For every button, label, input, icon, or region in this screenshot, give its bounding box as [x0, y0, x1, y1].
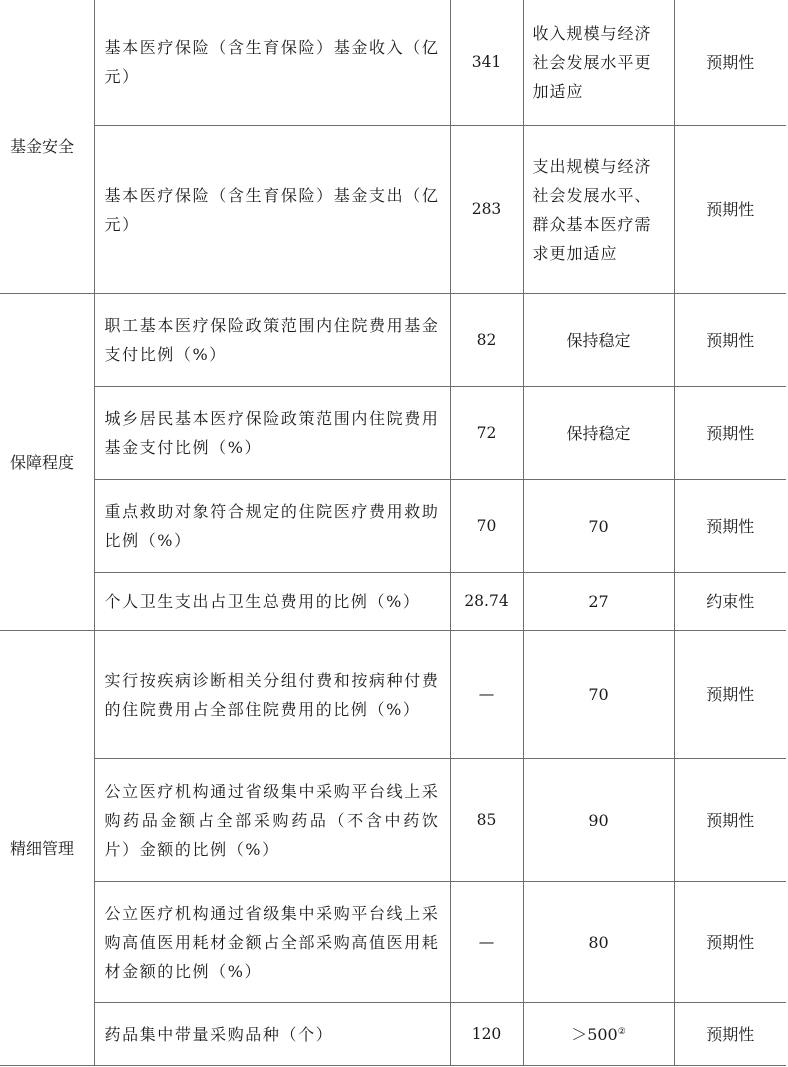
indicator-cell: 基本医疗保险（含生育保险）基金收入（亿元）	[94, 0, 450, 126]
target-cell: 保持稳定	[523, 294, 674, 387]
target-cell: 收入规模与经济社会发展水平更加适应	[523, 0, 674, 126]
indicator-cell: 实行按疾病诊断相关分组付费和按病种付费的住院费用占全部住院费用的比例（%）	[94, 631, 450, 759]
value-2020-cell: 72	[450, 387, 523, 480]
target-cell: 保持稳定	[523, 387, 674, 480]
table-row	[0, 126, 786, 294]
target-cell: 80	[523, 882, 674, 1003]
indicator-cell: 个人卫生支出占卫生总费用的比例（%）	[94, 573, 450, 631]
target-cell: 27	[523, 573, 674, 631]
value-2020-cell: 70	[450, 480, 523, 573]
category-coverage-level: 保障程度	[0, 294, 94, 631]
table-row	[0, 882, 786, 1003]
value-2020-cell: 82	[450, 294, 523, 387]
indicator-cell: 基本医疗保险（含生育保险）基金支出（亿元）	[94, 126, 450, 294]
target-cell: 70	[523, 631, 674, 759]
indicator-cell: 职工基本医疗保险政策范围内住院费用基金支付比例（%）	[94, 294, 450, 387]
target-cell: 90	[523, 759, 674, 882]
value-2020-cell: 85	[450, 759, 523, 882]
target-value: ＞500	[571, 1024, 618, 1044]
value-2020-cell: —	[450, 631, 523, 759]
attribute-cell: 预期性	[674, 294, 786, 387]
attribute-cell: 约束性	[674, 573, 786, 631]
table-row	[0, 573, 786, 631]
table-row	[0, 0, 786, 126]
attribute-cell: 预期性	[674, 126, 786, 294]
category-fine-management: 精细管理	[0, 631, 94, 1066]
table-row	[0, 759, 786, 882]
value-2020-cell: 28.74	[450, 573, 523, 631]
value-2020-cell: 283	[450, 126, 523, 294]
table-row	[0, 1003, 786, 1066]
attribute-cell: 预期性	[674, 0, 786, 126]
target-cell: 支出规模与经济社会发展水平、群众基本医疗需求更加适应	[523, 126, 674, 294]
category-fund-security: 基金安全	[0, 0, 94, 294]
attribute-cell: 预期性	[674, 1003, 786, 1066]
table-row	[0, 480, 786, 573]
value-2020-cell: 120	[450, 1003, 523, 1066]
attribute-cell: 预期性	[674, 759, 786, 882]
target-cell	[523, 1003, 674, 1066]
indicator-cell: 药品集中带量采购品种（个）	[94, 1003, 450, 1066]
attribute-cell: 预期性	[674, 387, 786, 480]
table-row	[0, 294, 786, 387]
indicator-cell: 重点救助对象符合规定的住院医疗费用救助比例（%）	[94, 480, 450, 573]
indicator-cell: 公立医疗机构通过省级集中采购平台线上采购药品金额占全部采购药品（不含中药饮片）金额的比例（%）	[94, 759, 450, 882]
attribute-cell: 预期性	[674, 882, 786, 1003]
table-row	[0, 387, 786, 480]
value-2020-cell: 341	[450, 0, 523, 126]
table-row	[0, 631, 786, 759]
footnote-marker: ②	[617, 1026, 626, 1037]
value-2020-cell: —	[450, 882, 523, 1003]
attribute-cell: 预期性	[674, 480, 786, 573]
target-cell: 70	[523, 480, 674, 573]
indicator-cell: 城乡居民基本医疗保险政策范围内住院费用基金支付比例（%）	[94, 387, 450, 480]
indicator-cell: 公立医疗机构通过省级集中采购平台线上采购高值医用耗材金额占全部采购高值医用耗材金额的比例（%）	[94, 882, 450, 1003]
attribute-cell: 预期性	[674, 631, 786, 759]
